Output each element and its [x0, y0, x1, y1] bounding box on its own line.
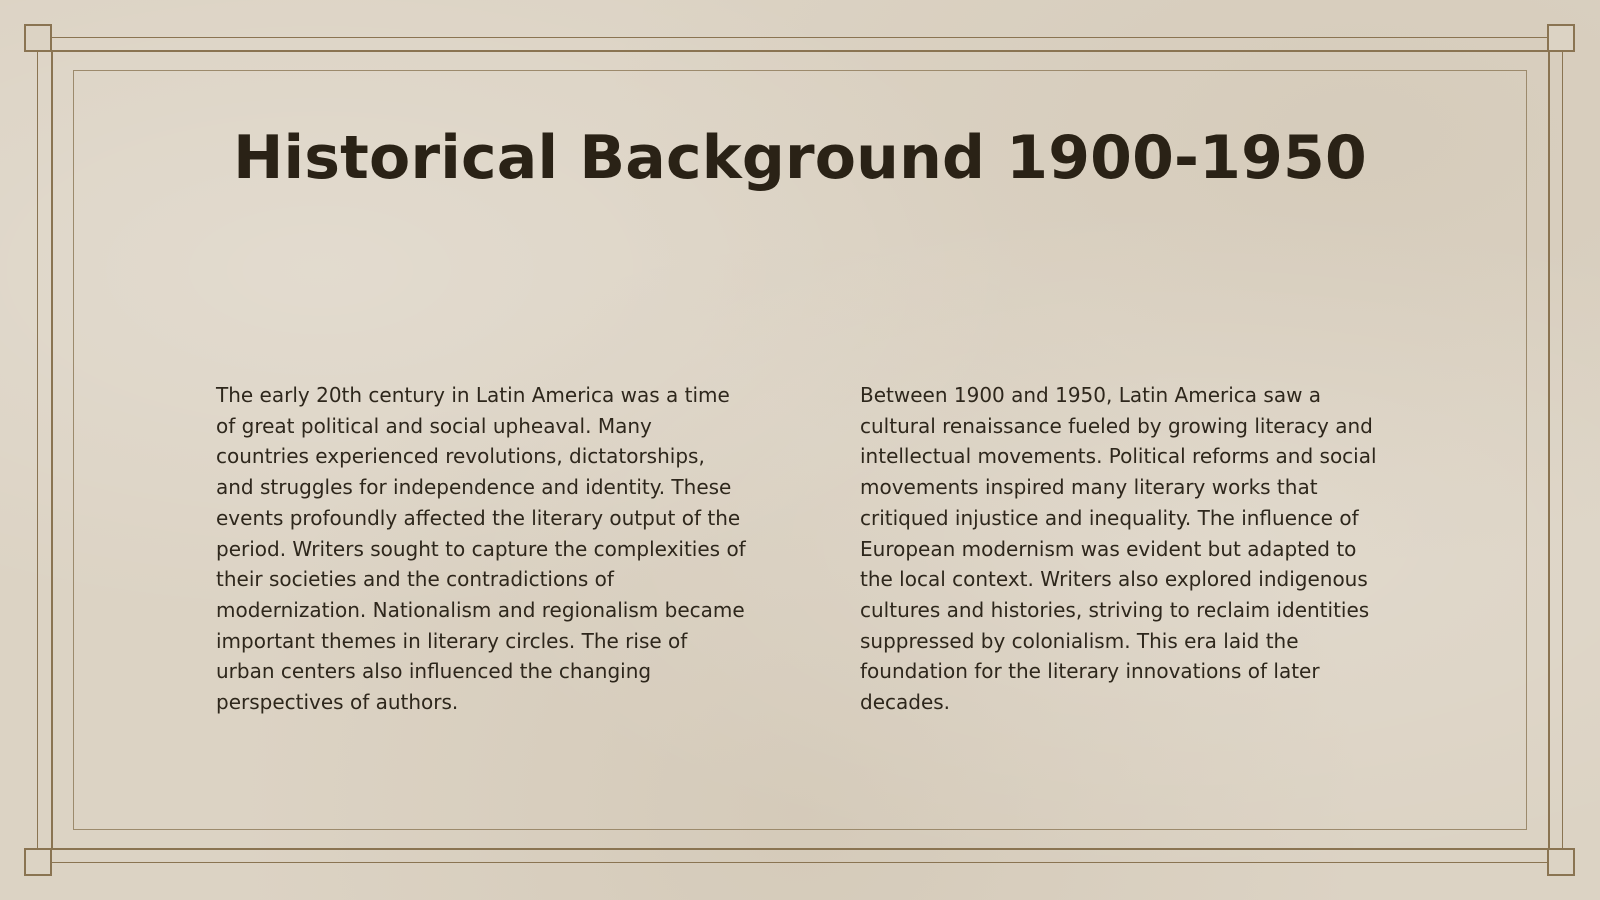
body-text-left-column: The early 20th century in Latin America was a time of great political and social upheaval. Many countries experienced revolutions, dictatorships, and struggles for independence and identity. These events profoundly affected the literary output of the period. Writers sought to capture the complexities of their societies and the contradictions of modernization. Nationalism and regionalism became important themes in literary circles. The rise of urban centers also influenced the changing perspectives of authors. [216, 383, 746, 715]
frame-outer-bottom-line [38, 862, 1562, 863]
frame-outer-left-line [37, 52, 38, 848]
frame-inner-bottom-line [52, 848, 1548, 850]
corner-ornament-bottom-right [1547, 848, 1575, 876]
frame-outer-top-line [38, 37, 1562, 38]
corner-ornament-bottom-left [24, 848, 52, 876]
frame-inner-right-line [1548, 52, 1550, 848]
frame-inner-top-line [52, 50, 1548, 52]
slide-title: Historical Background 1900-1950 [233, 123, 1367, 193]
corner-ornament-top-left [24, 24, 52, 52]
body-text-right-column: Between 1900 and 1950, Latin America saw a cultural renaissance fueled by growing literacy and intellectual movements. Political reforms and social movements inspired many literary works that critiqued injustice and inequality. The influence of European modernism was evident but adapted to the local context. Writers also explored indigenous cultures and histories, striving to reclaim identities suppressed by colonialism. This era laid the foundation for the literary innovations of later decades. [860, 383, 1377, 715]
frame-outer-right-line [1562, 52, 1563, 848]
corner-ornament-top-right [1547, 24, 1575, 52]
frame-inner-left-line [51, 52, 53, 848]
